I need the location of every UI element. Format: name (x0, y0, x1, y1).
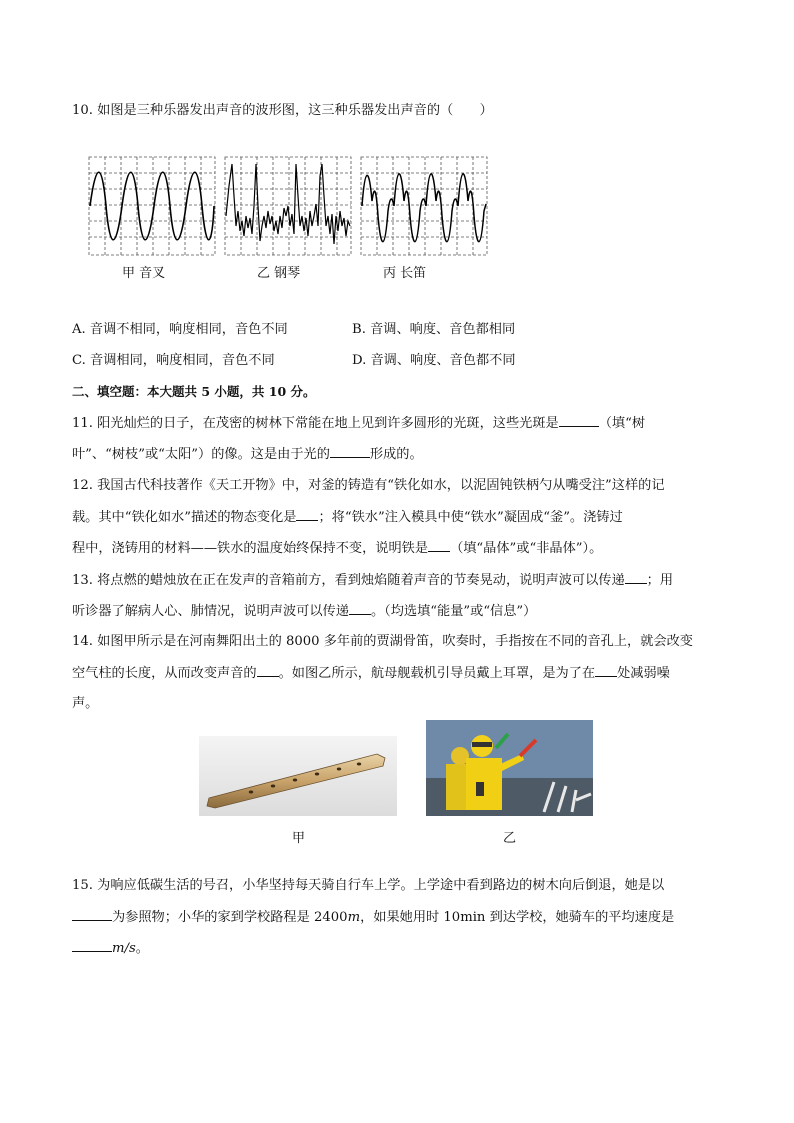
q15-line3 (72, 938, 149, 959)
caption-piano: 乙 钢琴 (257, 266, 301, 281)
unit-meters-per-second: m/s (112, 941, 136, 956)
q11-line1 (72, 413, 645, 434)
q15-line2 (72, 907, 674, 928)
q12-text: 程中，浇铸用的材料——铁水的温度始终保持不变，说明铁是 (72, 541, 429, 556)
q15-text: 。 (135, 941, 149, 956)
q15-line1: 15. 为响应低碳生活的号召，小华坚持每天骑自行车上学。上学途中看到路边的树木向后倒退，她是以 (72, 878, 665, 893)
answer-blank (257, 663, 279, 677)
waveform-flute (360, 156, 488, 256)
q10-option-a: A. 音调不相同，响度相同，音色不同 (72, 322, 288, 337)
q10-option-c: C. 音调相同，响度相同，音色不同 (72, 353, 275, 368)
caption-flute: 丙 长笛 (383, 266, 427, 281)
q12-line2 (72, 507, 623, 528)
answer-blank (428, 538, 450, 552)
q10-option-d: D. 音调、响度、音色都不同 (352, 353, 516, 368)
q12-text: 载。其中“铁化如水”描述的物态变化是 (72, 510, 297, 525)
q13-text: ；用 (646, 573, 674, 588)
q10-stem: 10. 如图是三种乐器发出声音的波形图，这三种乐器发出声音的（ ） (72, 103, 493, 118)
q11-text: （填“树 (598, 416, 646, 431)
q14-line2 (72, 663, 670, 684)
answer-blank (595, 663, 617, 677)
q11-text: 叶”、“树枝”或“太阳”）的像。这是由于光的 (72, 447, 330, 462)
q11-text: 形成的。 (369, 447, 423, 462)
answer-blank (72, 907, 112, 921)
answer-blank (559, 413, 599, 427)
q11-text: 11. 阳光灿烂的日子，在茂密的树林下常能在地上见到许多圆形的光斑，这些光斑是 (72, 416, 559, 431)
caption-yi: 乙 (503, 831, 517, 846)
section-heading-fill-in: 二、填空题：本大题共 5 小题，共 10 分。 (72, 384, 316, 399)
q13-line1 (72, 570, 673, 591)
caption-jia: 甲 (292, 831, 306, 846)
q12-text: （填“晶体”或“非晶体”）。 (450, 541, 603, 556)
q15-text: ，如果她用时 10min 到达学校，她骑车的平均速度是 (360, 910, 675, 925)
carrier-crew-image (426, 720, 593, 816)
q12-line3 (72, 538, 602, 559)
answer-blank (330, 444, 370, 458)
waveform-tuning-fork (88, 156, 216, 256)
q13-text: 13. 将点燃的蜡烛放在正在发声的音箱前方，看到烛焰随着声音的节奏晃动，说明声波可以传递 (72, 573, 625, 588)
caption-tuning-fork: 甲 音叉 (122, 266, 166, 281)
answer-blank (72, 938, 112, 952)
q12-text: ；将“铁水”注入模具中使“铁水”凝固成“釜”。浇铸过 (318, 510, 623, 525)
waveform-piano (224, 156, 352, 256)
q10-option-b: B. 音调、响度、音色都相同 (352, 322, 516, 337)
q14-text: 处减弱噪 (617, 666, 670, 681)
q15-text: 为参照物；小华的家到学校路程是 2400 (112, 910, 348, 925)
unit-meter: m (347, 910, 361, 925)
answer-blank (349, 601, 371, 615)
q13-text: 。（均选填“能量”或“信息”） (370, 604, 537, 619)
q14-text: 。如图乙所示，航母舰载机引导员戴上耳罩，是为了在 (278, 666, 596, 681)
q14-text: 空气柱的长度，从而改变声音的 (72, 666, 257, 681)
answer-blank (296, 507, 318, 521)
q12-line1: 12. 我国古代科技著作《天工开物》中，对釜的铸造有“铁化如水，以泥固钝铁柄勺从嘴受注”这样的记 (72, 478, 665, 493)
q11-line2 (72, 444, 423, 465)
q14-line3: 声。 (72, 696, 99, 711)
answer-blank (625, 570, 647, 584)
q13-text: 听诊器了解病人心、肺情况，说明声波可以传递 (72, 604, 349, 619)
q14-line1: 14. 如图甲所示是在河南舞阳出土的 8000 多年前的贾湖骨笛，吹奏时，手指按在不同的音孔上，就会改变 (72, 634, 693, 649)
bone-flute-image (199, 736, 397, 816)
q13-line2 (72, 601, 536, 622)
